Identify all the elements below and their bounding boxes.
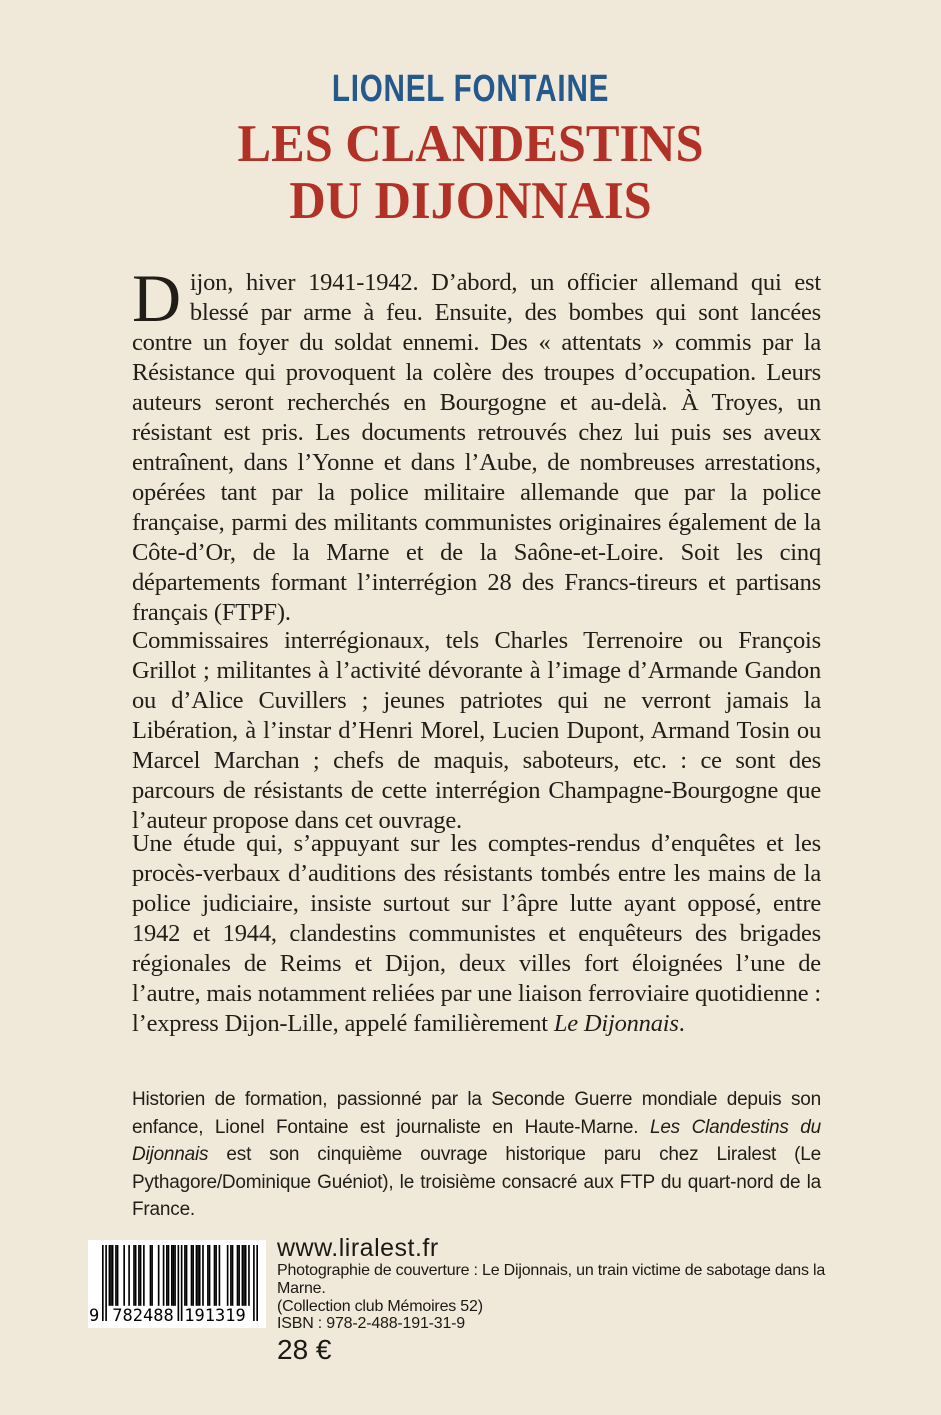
book-title-line2: DU DIJONNAIS: [289, 172, 652, 230]
author-name: LIONEL FONTAINE: [331, 68, 610, 110]
barcode-digit-prefix: 9: [89, 1306, 100, 1326]
ean13-barcode: [88, 1240, 266, 1328]
author-bio-paragraph: [132, 1086, 821, 1224]
book-title-italic-mention-bio: Les Clandestins du Dijonnais: [132, 1116, 821, 1165]
publisher-info-block: [277, 1234, 837, 1365]
synopsis-paragraph-3-end: .: [678, 1010, 685, 1037]
author-bio-text: Historien de formation, passionné par la Seconde Guerre mondiale depuis son enfance, Lionel Fontaine est journaliste en Haute-Marne.: [132, 1089, 821, 1138]
book-title-line1: LES CLANDESTINS: [237, 115, 704, 173]
collection-credit: (Collection club Mémoires 52): [277, 1297, 483, 1315]
barcode-digits-group1: 782488: [112, 1306, 174, 1326]
synopsis-paragraph-1-text: ijon, hiver 1941-1942. D’abord, un officier allemand qui est blessé par arme à feu. Ensuite, des bombes qui sont lancées contre un foyer du soldat ennemi. Des « attentats » commis par la Résistance qui provoquent la colère des troupes d’occupation. Leurs auteurs seront recherchés en Bourgogne et au-delà. À Troyes, un résistant est pris. Les documents retrouvés chez lui puis ses aveux entraînent, dans l’Yonne et dans l’Aube, de nombreuses arrestations, opérées tant par la police militaire allemande que par la police française, parmi des militants communistes originaires également de la Côte-d’Or, de la Marne et de la Saône-et-Loire. Soit les cinq départements formant l’interrégion 28 des Francs-tireurs et partisans français (FTPF).: [132, 269, 821, 626]
synopsis-paragraph-1: [132, 260, 821, 628]
cover-photo-credit: Photographie de couverture : Le Dijonnais, un train victime de sabotage dans la Marne.: [277, 1262, 826, 1297]
author-bio-end: est son cinquième ouvrage historique paru chez Liralest (Le Pythagore/Dominique Guéniot), le troisième consacré aux FTP du quart-nord de la France.: [132, 1144, 821, 1220]
barcode-digits: [88, 1306, 266, 1326]
barcode-digits-group2: 191319: [184, 1306, 246, 1326]
synopsis-paragraph-3: [132, 829, 821, 1039]
price-tag: 28 €: [277, 1334, 332, 1366]
synopsis-paragraph-3-text: Une étude qui, s’appuyant sur les comptes-rendus d’enquêtes et les procès-verbaux d’auditions des résistants tombés entre les mains de la police judiciaire, insiste surtout sur l’âpre lutte ayant opposé, entre 1942 et 1944, clandestins communistes et enquêteurs des brigades régionales de Reims et Dijon, deux villes fort éloignées l’une de l’autre, mais notamment reliées par une liaison ferroviaire quotidienne : l’express Dijon-Lille, appelé familièrement: [132, 830, 821, 1037]
book-title-italic-mention: Le Dijonnais: [553, 1010, 679, 1037]
synopsis-paragraph-2: Commissaires interrégionaux, tels Charles Terrenoire ou François Grillot ; militantes à l’activité dévorante à l’image d’Armande Gandon ou d’Alice Cuvillers ; jeunes patriotes qui ne verront jamais la Libération, à l’instar d’Henri Morel, Lucien Dupont, Armand Tosin ou Marcel Marchan ; chefs de maquis, saboteurs, etc. : ce sont des parcours de résistants de cette interrégion Champagne-Bourgogne que l’auteur propose dans cet ouvrage.: [132, 627, 821, 834]
book-title: [24, 116, 918, 230]
isbn-number: ISBN : 978-2-488-191-31-9: [277, 1315, 466, 1333]
publisher-website: www.liralest.fr: [277, 1234, 439, 1262]
drop-cap: D: [132, 260, 181, 336]
